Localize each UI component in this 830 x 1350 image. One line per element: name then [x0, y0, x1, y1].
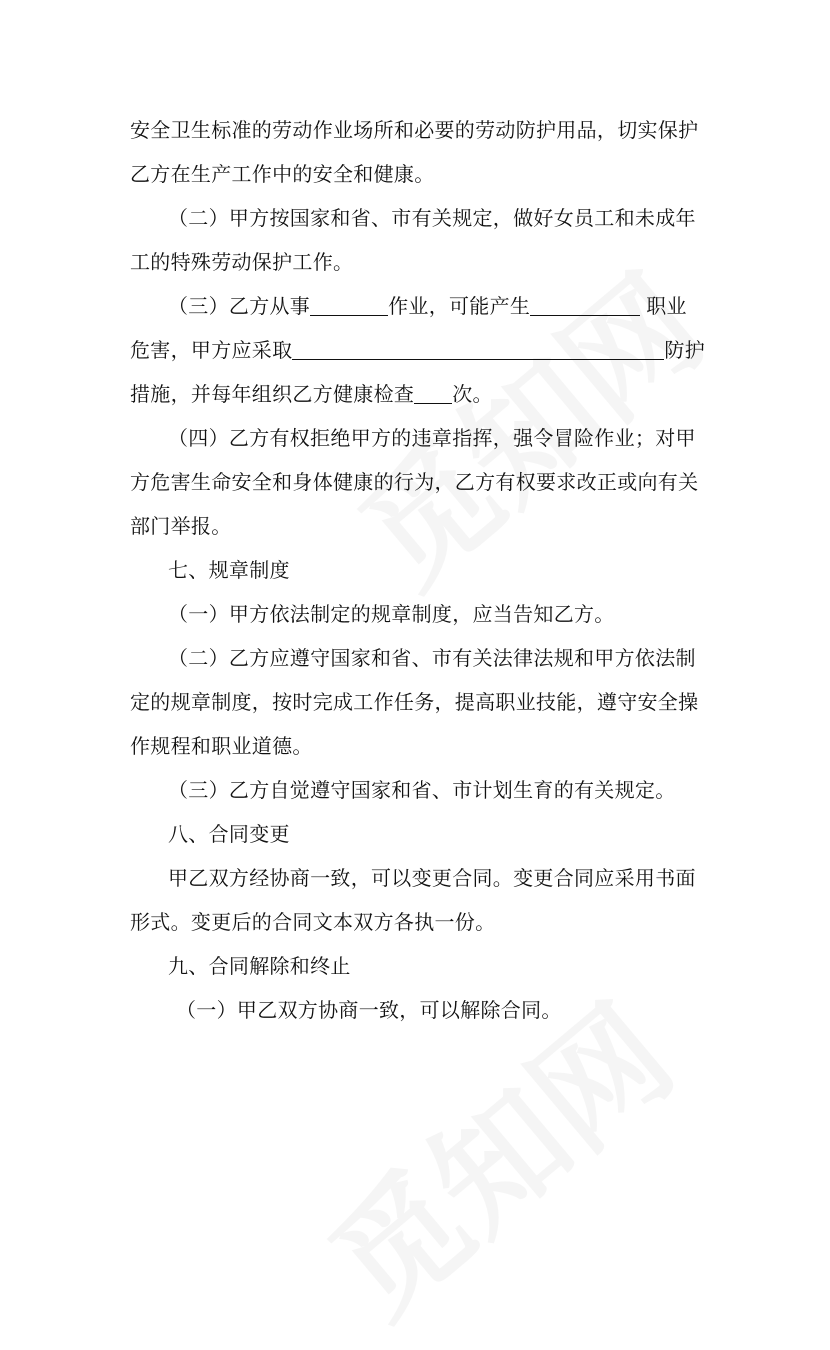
- clause-line: （一）甲乙双方协商一致，可以解除合同。: [176, 998, 562, 1022]
- paragraph-line: 乙方在生产工作中的安全和健康。: [130, 162, 435, 186]
- clause-3-text: 次。: [452, 382, 493, 406]
- checkup-count-blank: [414, 383, 452, 404]
- section-heading: 九、合同解除和终止: [168, 954, 351, 978]
- paragraph-line: 安全卫生标准的劳动作业场所和必要的劳动防护用品，切实保护: [130, 118, 699, 142]
- section-heading: 八、合同变更: [168, 822, 290, 846]
- section-heading: 七、规章制度: [168, 558, 290, 582]
- clause-3-text: 防护: [664, 338, 706, 362]
- paragraph-line: 工的特殊劳动保护工作。: [130, 250, 354, 274]
- protection-measure-blank: [292, 339, 664, 360]
- paragraph-line: 甲乙双方经协商一致，可以变更合同。变更合同应采用书面: [168, 866, 696, 890]
- clause-3-text: 危害，甲方应采取: [130, 338, 293, 362]
- paragraph-line: 定的规章制度，按时完成工作任务，提高职业技能，遵守安全操: [130, 690, 699, 714]
- paragraph-line: 形式。变更后的合同文本双方各执一份。: [130, 910, 496, 934]
- clause-3-line: [168, 293, 710, 319]
- clause-3-text: 职业: [646, 294, 687, 318]
- clause-3-text: 措施，并每年组织乙方健康检查: [130, 382, 415, 406]
- hazard-blank: [530, 295, 640, 316]
- clause-4-line: （四）乙方有权拒绝甲方的违章指挥，强令冒险作业；对甲: [168, 426, 696, 450]
- paragraph-line: 部门举报。: [130, 514, 232, 538]
- clause-3-text: （三）乙方从事: [168, 294, 311, 318]
- clause-3-text: 作业，可能产生: [388, 294, 531, 318]
- paragraph-line: 作规程和职业道德。: [130, 734, 313, 758]
- clause-line: （三）乙方自觉遵守国家和省、市计划生育的有关规定。: [168, 778, 676, 802]
- paragraph-line: 方危害生命安全和身体健康的行为，乙方有权要求改正或向有关: [130, 470, 699, 494]
- work-type-blank: [310, 295, 388, 316]
- paragraph-line: [130, 337, 710, 363]
- clause-line: （二）乙方应遵守国家和省、市有关法律法规和甲方依法制: [168, 646, 696, 670]
- paragraph-line: [130, 381, 710, 407]
- clause-2-line: （二）甲方按国家和省、市有关规定，做好女员工和未成年: [168, 206, 696, 230]
- clause-line: （一）甲方依法制定的规章制度，应当告知乙方。: [168, 602, 615, 626]
